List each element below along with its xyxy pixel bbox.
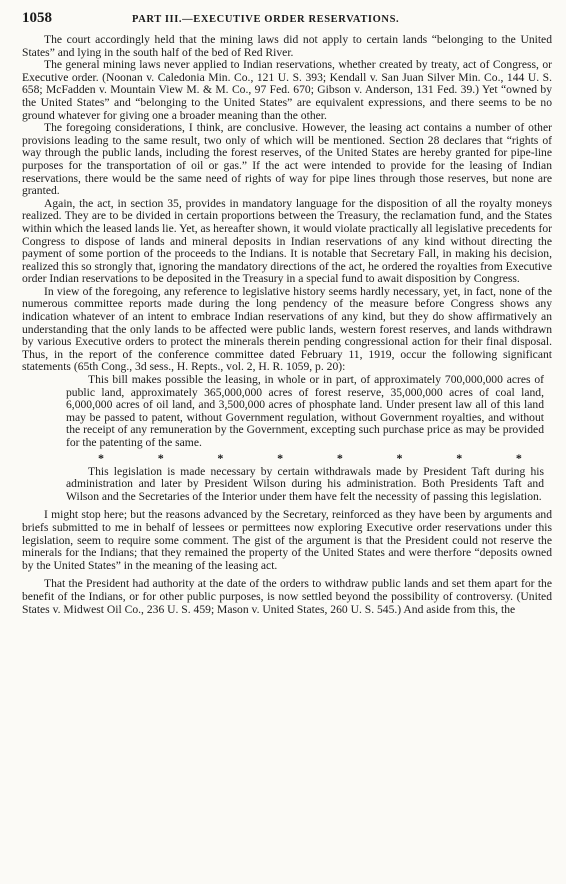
page-number: 1058 <box>22 10 52 26</box>
star: * <box>515 450 522 465</box>
star: * <box>217 450 224 465</box>
quote-paragraph: This legislation is made necessary by certain withdrawals made by President Taft during his administration and later by President Wilson during his administration. Both Presidents Taft and Wilson and the Secretaries of the Interior under them have felt the necessity of passing this legislation. <box>66 464 544 503</box>
page-header <box>22 10 552 32</box>
running-head: PART III.—EXECUTIVE ORDER RESERVATIONS. <box>132 14 400 25</box>
block-quote <box>66 374 544 450</box>
ellipsis-stars <box>98 452 522 464</box>
star: * <box>157 450 164 465</box>
paragraph: The foregoing considerations, I think, are conclusive. However, the leasing act contains a number of other provisions leading to the same result, two only of which will be mentioned. Section 28 declares that “rights of way through the public lands, including the forest reserves, of the United States are hereby granted for pipe-line purposes for the transportation of oil or gas.” If the act were intended to provide for the leasing of Indian reservations, there would be the same need of rights of way for pipe lines through those reserves, but none are granted. <box>22 121 552 198</box>
star: * <box>456 450 463 465</box>
paragraph: The court accordingly held that the mining laws did not apply to certain lands “belonging to the United States” and lying in the south half of the bed of Red River. <box>22 33 552 59</box>
paragraph: I might stop here; but the reasons advanced by the Secretary, reinforced as they have been by arguments and briefs submitted to me in behalf of lessees or permittees now exploring Executive order reservations under this legislation, seem to require some comment. The gist of the argument is that the President could not reserve the minerals for the Indians; that they remained the property of the United States and were therfore “deposits owned by the United States” in the meaning of the leasing act. <box>22 508 552 572</box>
paragraph: The general mining laws never applied to Indian reservations, whether created by treaty, act of Congress, or Executive order. (Noonan v. Caledonia Min. Co., 121 U. S. 393; Kendall v. San Juan Silver Min. Co., 144 U. S. 658; McFadden v. Mountain View M. & M. Co., 97 Fed. 670; Gibson v. Anderson, 131 Fed. 39.) Yet “owned by the United States” and “belonging to the United States” are equivalent expressions, and there seems to be no ground whatever for giving one a broader meaning than the other. <box>22 58 552 122</box>
star: * <box>396 450 403 465</box>
star: * <box>98 450 104 465</box>
paragraph: Again, the act, in section 35, provides in mandatory language for the disposition of all the royalty moneys realized. They are to be divided in certain proportions between the Treasury, the reclamation fund, and the States within which the leased lands lie. Yet, as hereafter shown, it would violate practically all legislative precedents for Congress to dispose of lands and mineral deposits in Indian reservations of any kind without directing the payment of some portion of the proceeds to the Indians. It is notable that Secretary Fall, in making his decision, realized this so strongly that, ignoring the mandatory directions of the act, he ordered the royalties from Executive order Indian reservations to be deposited in the Treasury in a special fund to await disposition by Congress. <box>22 196 552 286</box>
star: * <box>336 450 343 465</box>
page-body <box>22 34 552 616</box>
paragraph: That the President had authority at the date of the orders to withdraw public lands and set them apart for the benefit of the Indians, or for other public purposes, is now settled beyond the possibility of controversy. (United States v. Midwest Oil Co., 236 U. S. 459; Mason v. United States, 260 U. S. 545.) And aside from this, the <box>22 577 552 616</box>
quote-paragraph: This bill makes possible the leasing, in whole or in part, of approximately 700,000,000 acres of public land, approximately 365,000,000 acres of forest reserve, 35,000,000 acres of coal land, 6,000,000 acres of oil land, and 3,500,000 acres of phosphate land. Under present law all of this land may be passed to patent, without Government regulation, without Government royalties, and without the receipt of any remuneration by the Government, excepting such purchase price as may be provided for the patenting of the same. <box>66 373 544 449</box>
star: * <box>277 450 284 465</box>
paragraph: In view of the foregoing, any reference to legislative history seems hardly necessary, yet, in fact, none of the numerous committee reports made during the long pendency of the measure before Congress shows any indication whatever of an intent to embrace Indian reservations of any kind, but they do show affirmatively an understanding that the only lands to be affected were public lands, western forest reserves, and lands withdrawn by various Executive orders to protect the minerals therein pending congressional action for their final disposal. Thus, in the report of the conference committee dated February 11, 1919, occur the following significant statements (65th Cong., 3d sess., H. Repts., vol. 2, H. R. 1059, p. 20): <box>22 284 552 374</box>
block-quote <box>66 466 544 504</box>
